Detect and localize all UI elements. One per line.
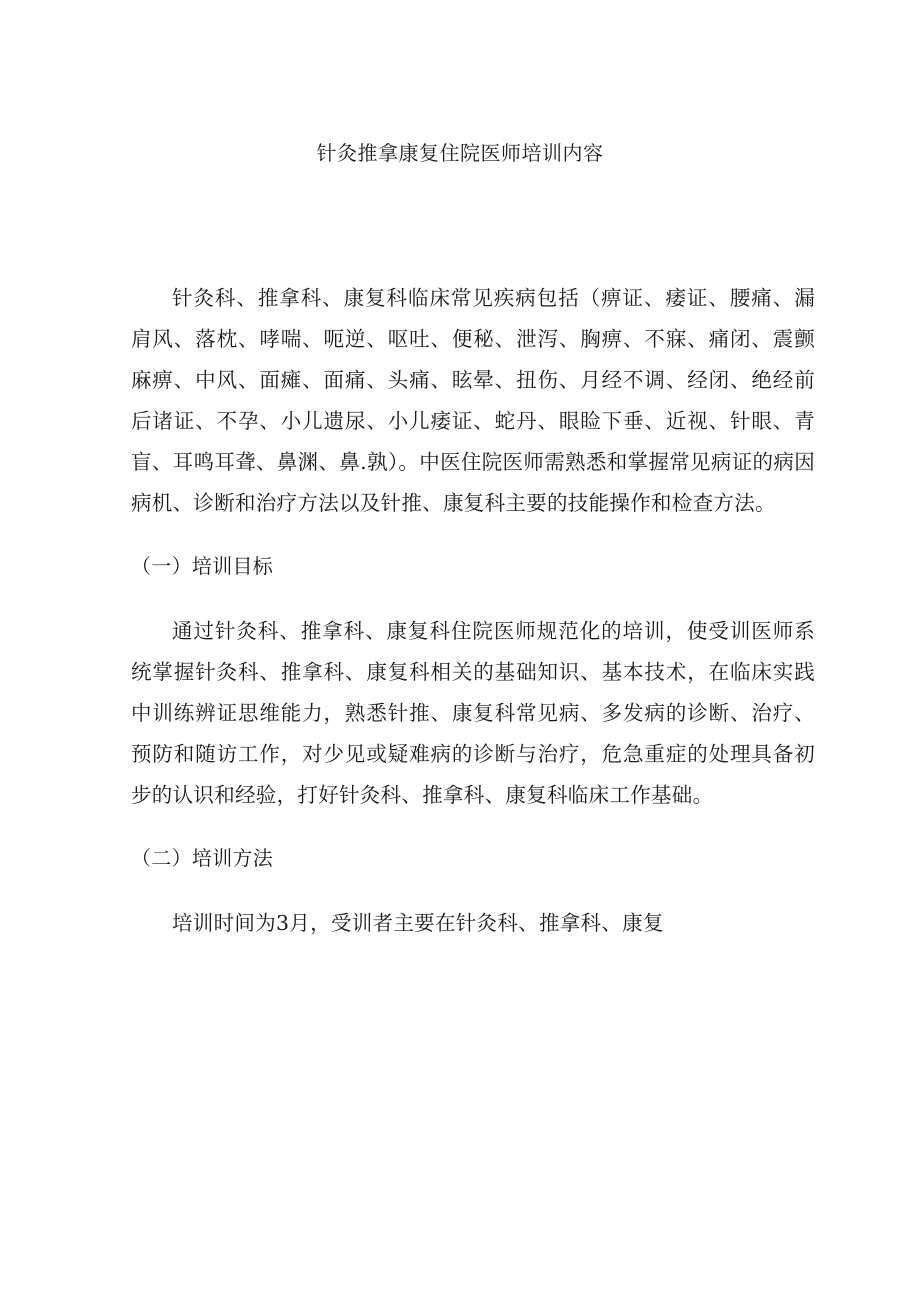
spacer	[131, 816, 815, 838]
section-paragraph-methods: 培训时间为3月，受训者主要在针灸科、推拿科、康复	[172, 911, 664, 935]
section-heading-methods: （二）培训方法	[131, 846, 274, 870]
spacer	[131, 587, 815, 611]
spacer	[131, 879, 815, 903]
document-title: 针灸推拿康复住院医师培训内容	[316, 141, 604, 165]
document-body	[131, 278, 815, 944]
section-heading-goals: （一）培训目标	[131, 554, 274, 578]
section-paragraph-goals: 通过针灸科、推拿科、康复科住院医师规范化的培训，使受训医师系统掌握针灸科、推拿科、康复科相关的基础知识、基本技术，在临床实践中训练辨证思维能力，熟悉针推、康复科常见病、多发病的诊断、治疗、预防和随访工作，对少见或疑难病的诊断与治疗，危急重症的处理具备初步的认识和经验，打好针灸科、推拿科、康复科临床工作基础。	[131, 619, 815, 807]
intro-paragraph: 针灸科、推拿科、康复科临床常见疾病包括（痹证、痿证、腰痛、漏肩风、落枕、哮喘、呃逆、呕吐、便秘、泄泻、胸痹、不寐、痛闭、震颤麻痹、中风、面瘫、面痛、头痛、眩晕、扭伤、月经不调、经闭、绝经前后诸证、不孕、小儿遗尿、小儿痿证、蛇丹、眼睑下垂、近视、针眼、青盲、耳鸣耳聋、鼻渊、鼻.孰）。中医住院医师需熟悉和掌握常见病证的病因病机、诊断和治疗方法以及针推、康复科主要的技能操作和检查方法。	[131, 286, 815, 515]
spacer	[131, 524, 815, 546]
